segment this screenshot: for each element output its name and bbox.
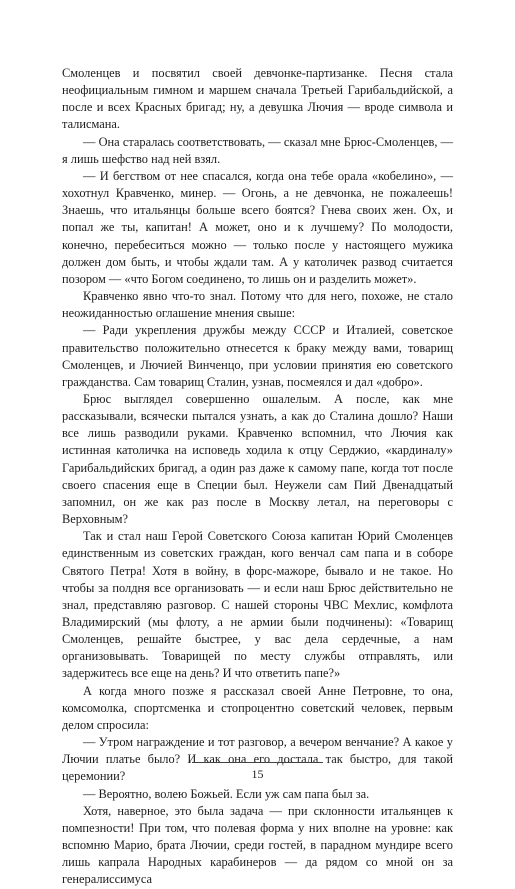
body-text [62, 65, 453, 889]
paragraph: Так и стал наш Герой Советского Союза капитан Юрий Смоленцев единственным из советских граждан, кого венчал сам папа и в соборе Святого Петра! Хотя в войну, в форс-мажоре, бывало и не такое. Но чтобы за полдня все организовать — и если наш Брюс действительно не знал, представляю разговор. С нашей стороны ЧВС Мехлис, комфлота Владимирский (мы флоту, а не армии были подчинены): «Товарищ Смоленцев, решайте быстрее, у вас дела сердечные, а нам организовывать. Товарищей по месту службы отправлять, или задержитесь все еще на день? И что ответить папе?» [62, 529, 453, 681]
page-number: 15 [251, 767, 264, 781]
paragraph: — И бегством от нее спасался, когда она тебе орала «кобелино», — хохотнул Кравченко, минер. — Огонь, а не девчонка, не пожалеешь! Знаешь, что итальянцы больше всего боятся? Гнева своих жен. Ох, и попал же ты, капитан! А может, оно и к лучшему? По молодости, конечно, перебеситься можно — только после у настоящего мужика должен дом быть, и чтобы ждали там. А у католичек развод считается позором — «что Богом соединено, то лишь он и разделить может». [62, 168, 453, 286]
paragraph: Брюс выглядел совершенно ошалелым. А после, как мне рассказывали, всячески пытался узнать, а как до Сталина дошло? Наши все лишь разводили руками. Кравченко вспомнил, что Лючия как истинная католичка на исповедь ходила к отцу Серджио, «кардиналу» Гарибальдийских бригад, а один раз даже к самому папе, когда тот после своего спасения еще в Специи был. Неужели сам Пий Двенадцатый запомнил, он же как раз после в Москву летал, на переговоры с Верховным? [62, 391, 453, 527]
paragraph: — Вероятно, волею Божьей. Если уж сам папа был за. [83, 786, 370, 801]
paragraph: — Она старалась соответствовать, — сказал мне Брюс-Смоленцев, — я лишь шефство над ней взял. [62, 134, 453, 166]
footer-rule [192, 762, 323, 763]
paragraph: — Ради укрепления дружбы между СССР и Италией, советское правительство положительно отнесется к браку между вами, товарищ Смоленцев, и Лючией Винченцо, при условии принятия ею советского гражданства. Сам товарищ Сталин, узнав, посмеялся и дал «добро». [62, 323, 453, 389]
paragraph: Хотя, наверное, это была задача — при склонности итальянцев к помпезности! При том, что полевая форма у них вполне на уровне: как вспомню Марио, брата Лючии, среди гостей, в парадном мундире всего лишь капрала Народных карабинеров — да рядом со мной он за генералиссимуса [62, 803, 453, 887]
paragraph: Смоленцев и посвятил своей девчонке-партизанке. Песня стала неофициальным гимном и маршем сначала Третьей Гарибальдийской, а после и всех Красных бригад; ну, а девушка Лючия — вроде символа и талисмана. [62, 66, 453, 132]
paragraph: А когда много позже я рассказал своей Анне Петровне, то она, комсомолка, спортсменка и стопроцентно советский человек, первым делом спросила: [62, 683, 453, 732]
paragraph: Кравченко явно что-то знал. Потому что для него, похоже, не стало неожиданностью оглашение мнения свыше: [62, 289, 453, 321]
paragraph: — Утром награждение и тот разговор, а вечером венчание? А какое у Лючии платье было? И как она его достала так быстро, для такой церемонии? [62, 735, 453, 784]
